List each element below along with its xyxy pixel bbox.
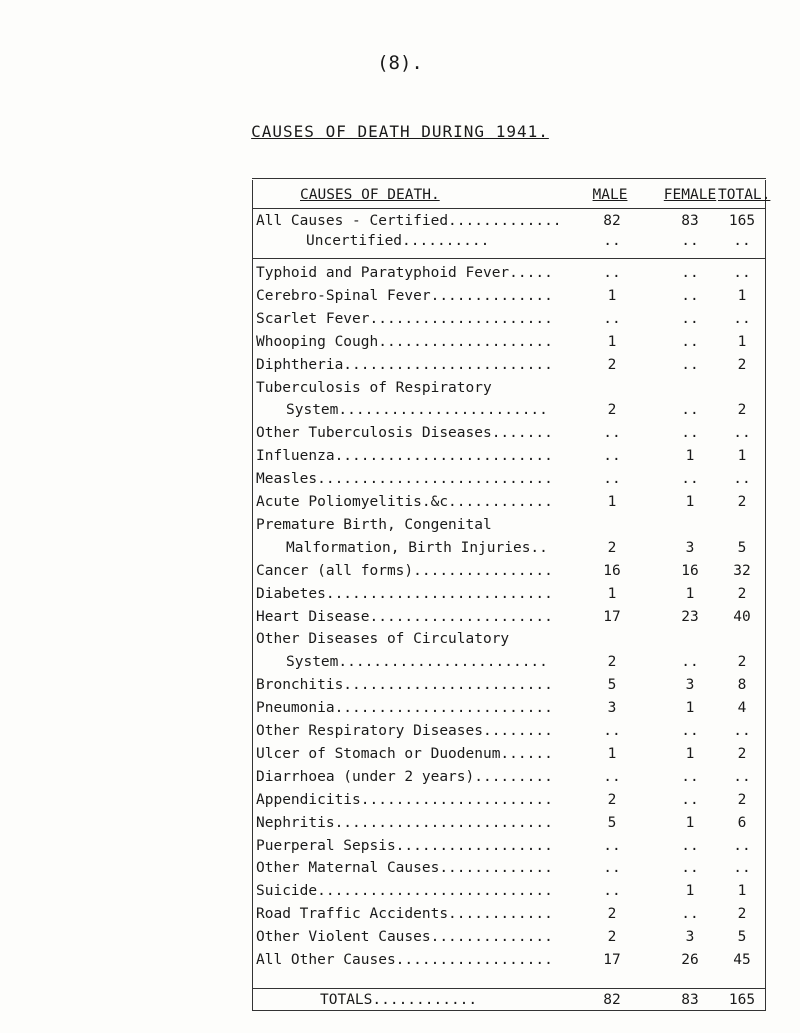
table-row-label: Other Diseases of Circulatory [256, 631, 510, 647]
table-row-label: Pneumonia......................... [256, 700, 553, 716]
table-row-total: .. [733, 723, 751, 739]
table-top-rule [252, 178, 766, 179]
table-row-label: System........................ [286, 654, 548, 670]
table-row-female: 1 [685, 448, 695, 464]
totals-total: 165 [728, 992, 756, 1008]
table-row-label: Nephritis......................... [256, 815, 553, 831]
column-header-male: MALE [592, 187, 628, 203]
table-row-female: 1 [685, 883, 695, 899]
table-row-label: Other Tuberculosis Diseases....... [256, 425, 553, 441]
table-row-label: Other Maternal Causes............. [256, 860, 553, 876]
table-row-male: 2 [607, 906, 617, 922]
table-row-female: .. [681, 792, 699, 808]
table-row-total: 40 [733, 609, 751, 625]
table-row-female: 3 [685, 540, 695, 556]
table-row-male: .. [603, 860, 621, 876]
table-row-total: .. [733, 311, 751, 327]
table-row-total: 5 [737, 929, 747, 945]
table-row-male: 2 [607, 402, 617, 418]
table-row-male: .. [603, 471, 621, 487]
table-row-female: 1 [685, 700, 695, 716]
table-row-male: 2 [607, 357, 617, 373]
table-row-label: Heart Disease..................... [256, 609, 553, 625]
table-row-female: 3 [685, 677, 695, 693]
table-row-label: Road Traffic Accidents............ [256, 906, 553, 922]
certification-male: .. [603, 233, 621, 249]
table-row-total: 4 [737, 700, 747, 716]
table-row-female: .. [681, 357, 699, 373]
table-row-male: 16 [603, 563, 621, 579]
table-row-female: 3 [685, 929, 695, 945]
totals-rule [252, 988, 766, 989]
table-row-female: 1 [685, 815, 695, 831]
table-row-male: 1 [607, 746, 617, 762]
table-row-female: 26 [681, 952, 699, 968]
table-row-total: 2 [737, 402, 747, 418]
table-row-label: Other Respiratory Diseases........ [256, 723, 553, 739]
table-row-total: 1 [737, 334, 747, 350]
table-row-male: 1 [607, 586, 617, 602]
table-row-female: 1 [685, 746, 695, 762]
table-row-total: 5 [737, 540, 747, 556]
table-row-total: 6 [737, 815, 747, 831]
table-row-female: .. [681, 860, 699, 876]
table-row-label: Tuberculosis of Respiratory [256, 380, 492, 396]
certification-rule [252, 258, 766, 259]
certification-female: .. [681, 233, 699, 249]
table-row-male: 1 [607, 334, 617, 350]
certification-female: 83 [681, 213, 699, 229]
table-row-female: 1 [685, 494, 695, 510]
table-row-label: Malformation, Birth Injuries.. [286, 540, 548, 556]
column-header-total: TOTAL. [718, 187, 771, 203]
table-row-female: .. [681, 838, 699, 854]
table-row-label: Typhoid and Paratyphoid Fever..... [256, 265, 553, 281]
table-row-female: .. [681, 265, 699, 281]
table-row-total: 2 [737, 494, 747, 510]
table-row-female: .. [681, 334, 699, 350]
table-row-label: Suicide........................... [256, 883, 553, 899]
table-row-female: .. [681, 311, 699, 327]
table-row-male: 2 [607, 929, 617, 945]
table-row-female: .. [681, 288, 699, 304]
table-row-label: Diarrhoea (under 2 years)......... [256, 769, 553, 785]
table-row-male: 5 [607, 815, 617, 831]
totals-male: 82 [603, 992, 621, 1008]
table-row-total: 2 [737, 792, 747, 808]
table-row-male: .. [603, 723, 621, 739]
table-row-label: Diphtheria........................ [256, 357, 553, 373]
table-row-label: All Other Causes.................. [256, 952, 553, 968]
column-header-cause: CAUSES OF DEATH. [300, 187, 440, 203]
table-row-total: .. [733, 471, 751, 487]
table-row-total: 45 [733, 952, 751, 968]
table-row-male: .. [603, 838, 621, 854]
table-row-female: .. [681, 471, 699, 487]
certification-total: .. [733, 233, 751, 249]
table-row-female: .. [681, 723, 699, 739]
table-row-male: 3 [607, 700, 617, 716]
table-row-total: 32 [733, 563, 751, 579]
table-row-total: .. [733, 425, 751, 441]
table-row-total: 1 [737, 883, 747, 899]
table-row-label: Other Violent Causes.............. [256, 929, 553, 945]
table-row-male: .. [603, 425, 621, 441]
table-row-label: Premature Birth, Congenital [256, 517, 492, 533]
table-row-male: 17 [603, 609, 621, 625]
table-row-label: Bronchitis........................ [256, 677, 553, 693]
certification-total: 165 [728, 213, 756, 229]
table-row-label: Diabetes.......................... [256, 586, 553, 602]
table-row-female: .. [681, 906, 699, 922]
table-row-female: .. [681, 654, 699, 670]
table-row-total: 2 [737, 746, 747, 762]
table-row-label: Cancer (all forms)................ [256, 563, 553, 579]
table-row-total: 2 [737, 654, 747, 670]
header-rule [252, 208, 766, 209]
table-row-female: 16 [681, 563, 699, 579]
table-row-total: 1 [737, 448, 747, 464]
table-row-female: 23 [681, 609, 699, 625]
totals-female: 83 [681, 992, 699, 1008]
table-row-label: Acute Poliomyelitis.&c............ [256, 494, 553, 510]
table-row-male: .. [603, 769, 621, 785]
table-row-total: .. [733, 265, 751, 281]
table-row-total: .. [733, 769, 751, 785]
table-row-female: 1 [685, 586, 695, 602]
table-row-female: .. [681, 425, 699, 441]
table-row-label: Puerperal Sepsis.................. [256, 838, 553, 854]
table-row-male: 2 [607, 540, 617, 556]
table-row-label: Cerebro-Spinal Fever.............. [256, 288, 553, 304]
table-row-male: 5 [607, 677, 617, 693]
table-row-male: .. [603, 311, 621, 327]
table-row-total: 2 [737, 357, 747, 373]
page-number: (8). [377, 52, 423, 74]
table-bottom-rule [252, 1010, 766, 1011]
table-row-total: 2 [737, 586, 747, 602]
table-row-female: .. [681, 769, 699, 785]
table-row-male: 2 [607, 792, 617, 808]
table-row-total: .. [733, 860, 751, 876]
certification-label: Uncertified.......... [306, 233, 490, 249]
table-row-male: .. [603, 448, 621, 464]
table-row-male: 2 [607, 654, 617, 670]
table-row-label: Influenza......................... [256, 448, 553, 464]
table-row-total: 2 [737, 906, 747, 922]
table-row-label: Scarlet Fever..................... [256, 311, 553, 327]
certification-label: All Causes - Certified............. [256, 213, 562, 229]
table-row-male: 1 [607, 288, 617, 304]
table-row-label: System........................ [286, 402, 548, 418]
column-header-female: FEMALE [663, 187, 717, 203]
table-row-total: 1 [737, 288, 747, 304]
page-title: CAUSES OF DEATH DURING 1941. [251, 122, 549, 141]
table-row-total: .. [733, 838, 751, 854]
table-row-total: 8 [737, 677, 747, 693]
table-row-label: Measles........................... [256, 471, 553, 487]
table-row-label: Appendicitis...................... [256, 792, 553, 808]
table-row-label: Ulcer of Stomach or Duodenum...... [256, 746, 553, 762]
table-row-female: .. [681, 402, 699, 418]
totals-label: TOTALS............ [320, 992, 478, 1008]
certification-male: 82 [603, 213, 621, 229]
table-row-label: Whooping Cough.................... [256, 334, 553, 350]
table-row-male: 1 [607, 494, 617, 510]
table-row-male: .. [603, 265, 621, 281]
table-row-male: 17 [603, 952, 621, 968]
table-row-male: .. [603, 883, 621, 899]
